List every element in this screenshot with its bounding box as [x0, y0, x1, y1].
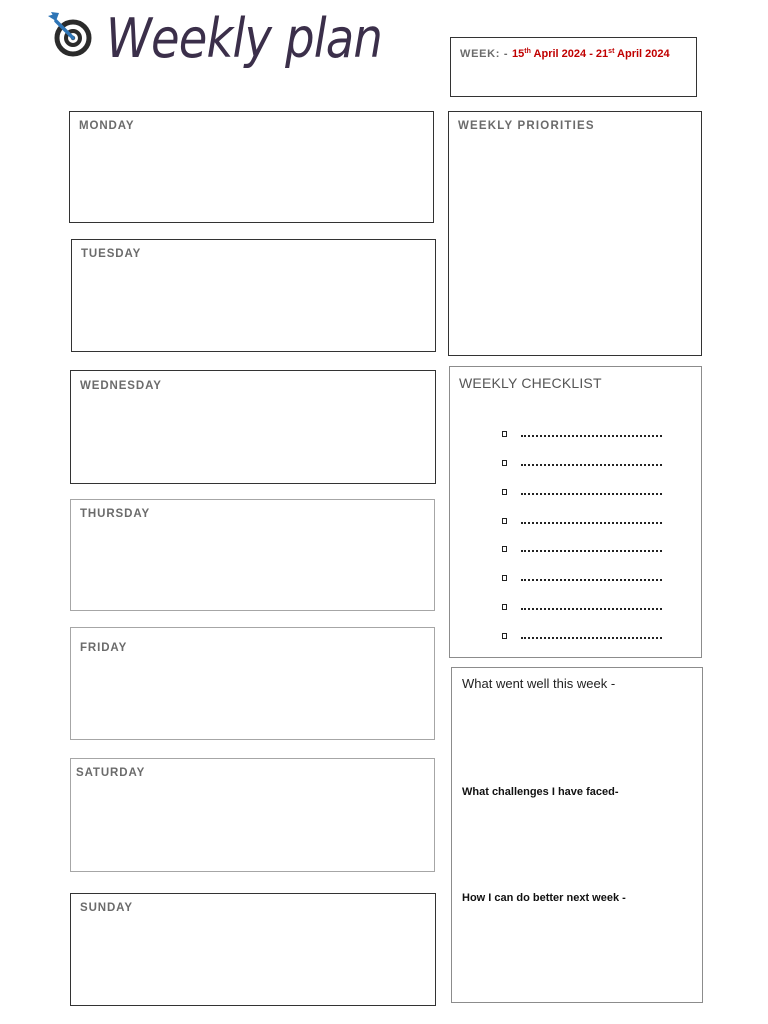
dotted-line: [521, 637, 662, 639]
target-logo-icon: [46, 10, 96, 60]
saturday-label: SATURDAY: [76, 767, 146, 779]
dotted-line: [521, 579, 662, 581]
weekly-checklist-box: [449, 366, 702, 658]
checkbox-icon[interactable]: [502, 604, 507, 610]
tuesday-label: TUESDAY: [81, 248, 142, 260]
tuesday-box[interactable]: [71, 239, 436, 352]
weekly-priorities-box[interactable]: [448, 111, 702, 356]
dotted-line: [521, 522, 662, 524]
dotted-line: [521, 608, 662, 610]
reflection-box[interactable]: [451, 667, 703, 1003]
checklist-item[interactable]: [502, 514, 662, 528]
checklist-item[interactable]: [502, 427, 662, 441]
page-title: Weekly plan: [106, 7, 382, 70]
checklist-item[interactable]: [502, 485, 662, 499]
checkbox-icon[interactable]: [502, 546, 507, 552]
checkbox-icon[interactable]: [502, 518, 507, 524]
wednesday-box[interactable]: [70, 370, 436, 484]
wednesday-label: WEDNESDAY: [80, 380, 162, 392]
dotted-line: [521, 493, 662, 495]
went-well-heading: What went well this week -: [462, 676, 616, 691]
dotted-line: [521, 464, 662, 466]
checkbox-icon[interactable]: [502, 575, 507, 581]
dotted-line: [521, 550, 662, 552]
thursday-box[interactable]: [70, 499, 435, 611]
checkbox-icon[interactable]: [502, 489, 507, 495]
thursday-label: THURSDAY: [80, 508, 151, 520]
week-range: 15th April 2024 - 21st April 2024: [512, 48, 670, 60]
checkbox-icon[interactable]: [502, 633, 507, 639]
weekly-priorities-label: WEEKLY PRIORITIES: [458, 120, 595, 132]
friday-box[interactable]: [70, 627, 435, 740]
checklist-item[interactable]: [502, 629, 662, 643]
sunday-box[interactable]: [70, 893, 436, 1006]
saturday-box[interactable]: [70, 758, 435, 872]
do-better-heading: How I can do better next week -: [462, 892, 626, 904]
checklist-item[interactable]: [502, 571, 662, 585]
monday-label: MONDAY: [79, 120, 135, 132]
checkbox-icon[interactable]: [502, 431, 507, 437]
checkbox-icon[interactable]: [502, 460, 507, 466]
checklist-item[interactable]: [502, 542, 662, 556]
dotted-line: [521, 435, 662, 437]
checklist-item[interactable]: [502, 456, 662, 470]
week-prefix: WEEK: -: [460, 48, 513, 60]
week-box: [450, 37, 697, 97]
week-label: [460, 48, 670, 60]
checklist-item[interactable]: [502, 600, 662, 614]
monday-box[interactable]: [69, 111, 434, 223]
friday-label: FRIDAY: [80, 642, 128, 654]
sunday-label: SUNDAY: [80, 902, 133, 914]
weekly-checklist-title: WEEKLY CHECKLIST: [459, 375, 602, 391]
challenges-heading: What challenges I have faced-: [462, 786, 619, 798]
